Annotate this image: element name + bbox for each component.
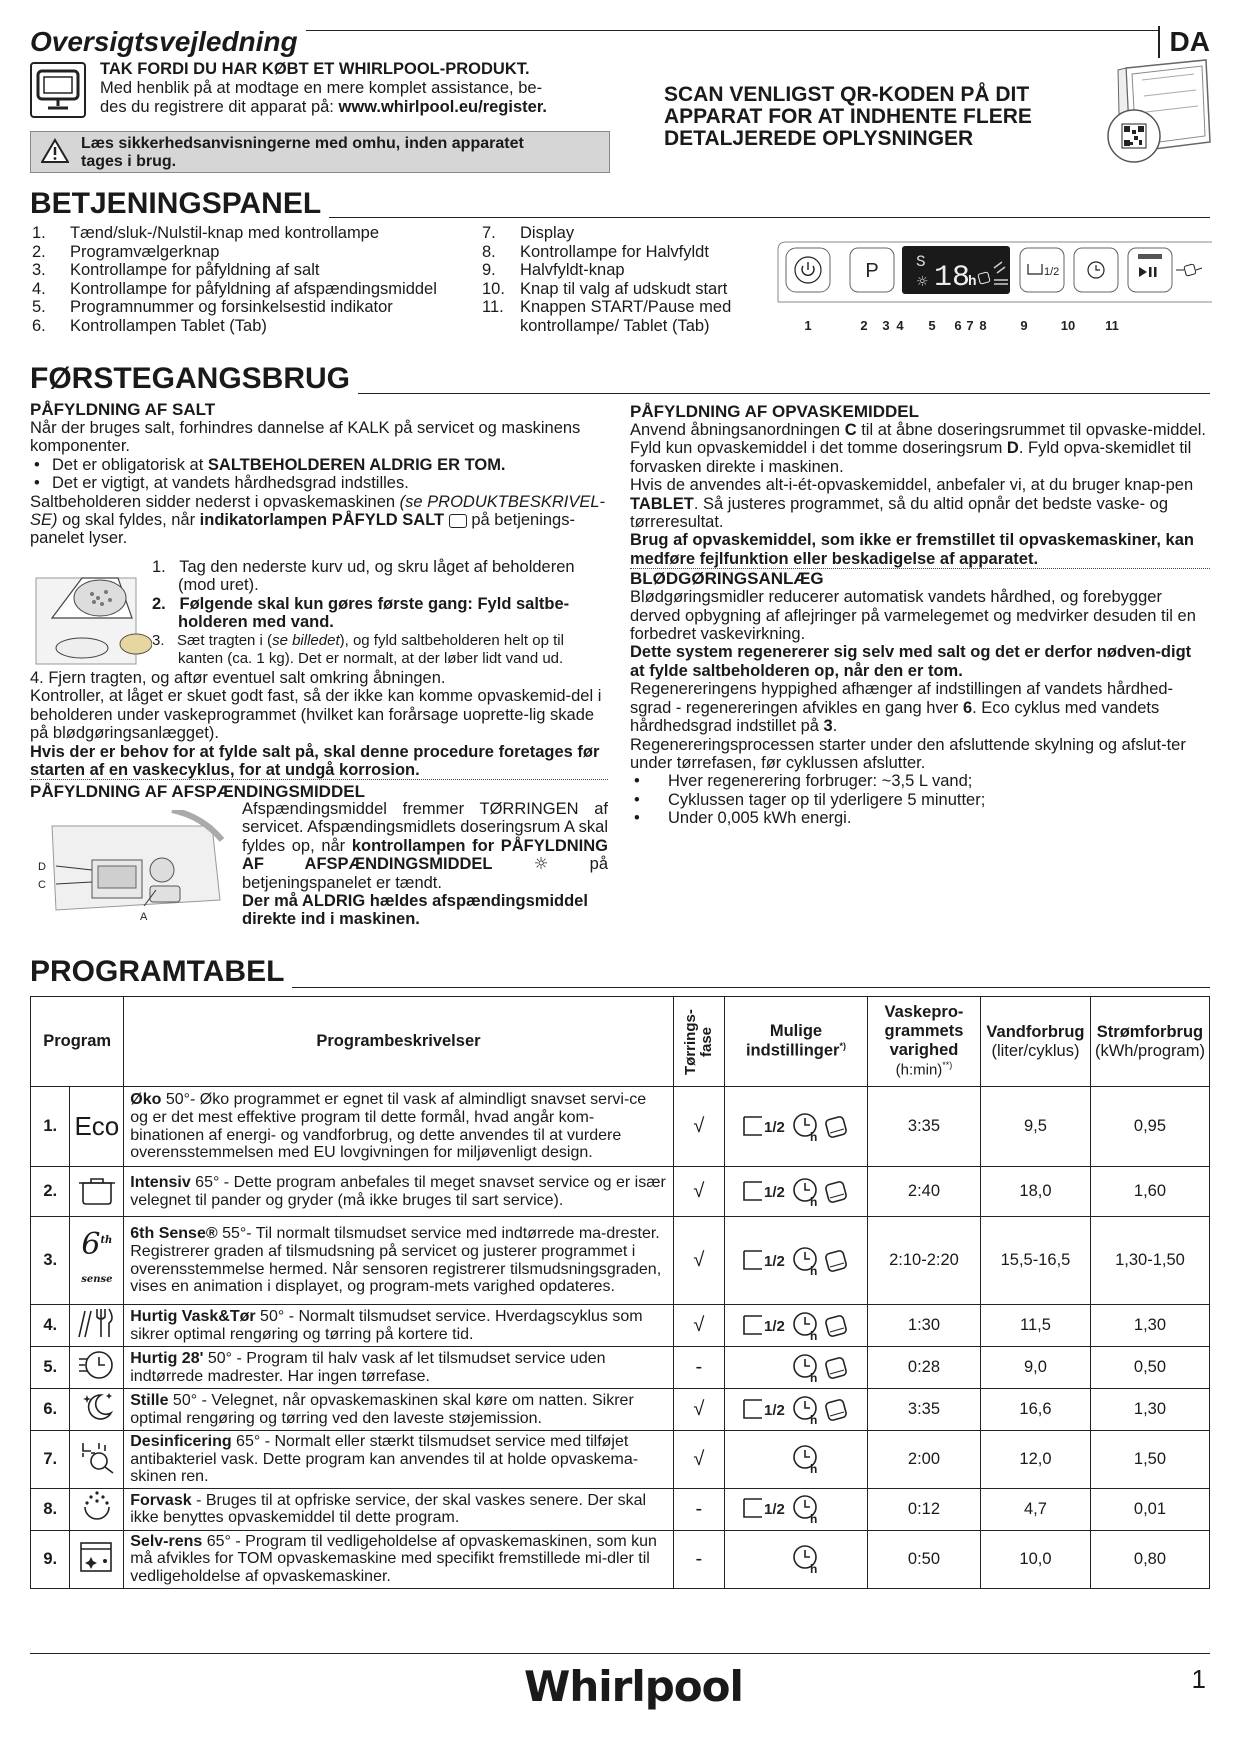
softener-heading: BLØDGØRINGSANLÆG <box>630 569 824 589</box>
program-description: Intensiv 65° - Dette program anbefales til meget snavset service og er især velegnet til pander og gryder (må ikke bruges til sart service). <box>124 1167 673 1217</box>
list-item: 5. Programnummer og forsinkelsestid indikator <box>32 298 393 316</box>
rinse-aid-illustration <box>32 810 232 930</box>
program-options <box>725 1431 868 1489</box>
diagram-number: 6 <box>954 318 962 333</box>
control-panel-title: BETJENINGSPANEL <box>30 187 329 221</box>
diagram-number: 2 <box>860 318 868 333</box>
salt-step-4: 4. Fjern tragten, og aftør eventuel salt omkring åbningen. <box>30 669 446 687</box>
svg-text:1/2: 1/2 <box>763 1401 785 1419</box>
svg-text:h: h <box>809 1263 818 1277</box>
program-options <box>725 1087 868 1167</box>
salt-indicator: S <box>916 253 926 271</box>
svg-text:h: h <box>809 1462 818 1476</box>
salt-bullet-2: • Det er vigtigt, at vandets hårdhedsgrad indstilles. <box>30 474 608 492</box>
svg-text:h: h <box>809 1562 818 1576</box>
detergent-warning: Brug af opvaskemiddel, som ikke er fremstillet til opvaskemaskiner, kan medføre fejlfunktion eller beskadigelse af apparatet. <box>630 531 1210 569</box>
program-duration: 3:35 <box>867 1087 980 1167</box>
register-link[interactable]: www.whirlpool.eu/register. <box>338 98 547 116</box>
water-consumption: 10,0 <box>981 1530 1091 1588</box>
tablet-icon <box>822 1247 850 1275</box>
prewash-icon <box>77 1489 117 1525</box>
display-digits: 18 <box>934 261 971 295</box>
col-power: Strømforbrug (kWh/program) <box>1090 997 1209 1087</box>
tablet-lamp-icon <box>1176 264 1202 276</box>
table-row <box>31 1217 1210 1305</box>
svg-text:h: h <box>809 1512 818 1526</box>
program-number: 5. <box>31 1347 70 1389</box>
program-duration: 2:10-2:20 <box>867 1217 980 1305</box>
program-description: Øko 50°- Øko programmet er egnet til vask af almindligt snavset servi-ce og er det mest effektive program til dette formål, hvad angår kom-binationen af energi- og vandforbrug, og dette anvendes til at vurdere overensstemmelsen med EU lovgivningen for miljøvenligt design. <box>124 1087 673 1167</box>
half-load-button[interactable] <box>1020 248 1064 292</box>
half-load-icon <box>742 1396 792 1424</box>
program-duration: 2:40 <box>867 1167 980 1217</box>
tablet-icon <box>822 1312 850 1340</box>
tablet-icon <box>822 1113 850 1141</box>
rinse-aid-text <box>242 800 608 929</box>
delay-start-button[interactable] <box>1074 248 1118 292</box>
program-number: 3. <box>31 1217 70 1305</box>
water-consumption: 11,5 <box>981 1305 1091 1347</box>
power-consumption: 1,60 <box>1090 1167 1209 1217</box>
eco-icon: Eco <box>74 1111 120 1141</box>
program-table <box>30 996 1210 1589</box>
table-row <box>31 1389 1210 1431</box>
dry-phase: √ <box>673 1431 724 1489</box>
svg-text:1/2: 1/2 <box>763 1118 785 1136</box>
program-number: 9. <box>31 1530 70 1588</box>
program-options <box>725 1530 868 1588</box>
col-water: Vandforbrug (liter/cyklus) <box>981 997 1091 1087</box>
sixth-sense-icon: 6th sense <box>81 1227 113 1285</box>
program-options <box>725 1347 868 1389</box>
program-description: Selv-rens 65° - Program til vedligeholdelse af opvaskemaskinen, som kun må afvikles for TOM opvaskemaskine med specifikt fremstillede mi-dler til vedligeholdelse af opvaskemaskiner. <box>124 1530 673 1588</box>
svg-text:h: h <box>809 1370 818 1384</box>
label-a: A <box>140 911 148 923</box>
softener-bullet-3: • Under 0,005 kWh energi. <box>630 809 1210 827</box>
program-number: 7. <box>31 1431 70 1489</box>
salt-intro: Når der bruges salt, forhindres dannelse af KALK på servicet og maskinens komponenter. <box>30 419 581 456</box>
diagram-number: 10 <box>1060 318 1076 333</box>
diagram-number: 11 <box>1105 318 1119 333</box>
qr-line-3: DETALJEREDE OPLYSNINGER <box>664 127 974 150</box>
salt-bullet-1: • Det er obligatorisk at SALTBEHOLDEREN ALDRIG ER TOM. <box>30 456 608 474</box>
program-duration: 0:50 <box>867 1530 980 1588</box>
water-consumption: 9,5 <box>981 1087 1091 1167</box>
program-duration: 3:35 <box>867 1389 980 1431</box>
thanks-text <box>100 60 610 117</box>
dry-phase: √ <box>673 1167 724 1217</box>
water-consumption: 18,0 <box>981 1167 1091 1217</box>
table-row <box>31 1488 1210 1530</box>
program-number: 6. <box>31 1389 70 1431</box>
delay-start-icon <box>792 1352 822 1384</box>
list-item: 1. Tænd/sluk-/Nulstil-knap med kontrollampe <box>32 224 380 242</box>
dry-phase: - <box>673 1347 724 1389</box>
dry-phase: √ <box>673 1087 724 1167</box>
program-description: Hurtig 28' 50° - Program til halv vask af let tilsmudset service uden indtørrede madrester. Har ingen tørrefase. <box>124 1347 673 1389</box>
program-number: 2. <box>31 1167 70 1217</box>
diagram-number: 3 <box>882 318 890 333</box>
power-consumption: 1,50 <box>1090 1431 1209 1489</box>
list-item: 7. Display <box>482 224 575 242</box>
svg-text:h: h <box>809 1194 818 1208</box>
water-consumption: 15,5-16,5 <box>981 1217 1091 1305</box>
softener-p3: Regenereringens hyppighed afhænger af indstillingen af vandets hårdhed-sgrad - regenereringen afvikles en gang hver 6. Eco cyklus med vandets hårdhedsgrad indstillet på 3. <box>630 680 1174 736</box>
salt-funnel-illustration <box>32 558 152 668</box>
delay-start-icon <box>792 1443 822 1475</box>
col-options: Mulige indstillinger*) <box>725 997 868 1087</box>
water-consumption: 9,0 <box>981 1347 1091 1389</box>
program-options <box>725 1389 868 1431</box>
softener-p2: Dette system regenererer sig selv med salt og det er derfor nødven-digt at fylde saltbeholderen op, når den er tom. <box>630 643 1192 680</box>
svg-text:h: h <box>809 1129 818 1143</box>
half-load-icon <box>742 1113 792 1141</box>
program-number: 8. <box>31 1488 70 1530</box>
program-description: Forvask - Bruges til at opfriske service, der skal vaskes senere. Der skal ikke benyttes opvaskemiddel til dette program. <box>124 1488 673 1530</box>
rinse-aid-indicator-icon: ☼ <box>916 274 929 290</box>
power-consumption: 0,95 <box>1090 1087 1209 1167</box>
list-item: 11. Knappen START/Pause med <box>482 298 732 316</box>
dry-phase: √ <box>673 1389 724 1431</box>
program-options <box>725 1305 868 1347</box>
page-title: Oversigtsvejledning <box>30 26 306 58</box>
fast-wash-dry-icon <box>75 1305 119 1341</box>
softener-bullet-2: • Cyklussen tager op til yderligere 5 minutter; <box>630 791 1210 809</box>
qr-instruction <box>664 84 1074 150</box>
footer-rule <box>30 1653 1210 1654</box>
col-duration: Vaskepro-grammets varighed (h:min)**) <box>867 997 980 1087</box>
program-description: Stille 50° - Velegnet, når opvaskemaskinen skal køre om natten. Sikrer optimal rengøring og tørring ved den laveste støjemission. <box>124 1389 673 1431</box>
softener-p1: Blødgøringsmidler reducerer automatisk vandets hårdhed, og forebygger derved opbygning af aflejringer på varmelegemet og medvirker desuden til en forbedret vaskevirkning. <box>630 588 1196 644</box>
delay-start-icon <box>792 1176 822 1208</box>
water-consumption: 12,0 <box>981 1431 1091 1489</box>
salt-location: Saltbeholderen sidder nederst i opvaskemaskinen (se PRODUKTBESKRIVEL-SE) og skal fyldes, når indikatorlampen PÅFYLD SALT på betjenings-panelet lyser. <box>30 492 606 548</box>
delay-start-icon <box>792 1493 822 1525</box>
diagram-number: 9 <box>1020 318 1028 333</box>
warning-icon <box>41 138 69 164</box>
diagram-number: 7 <box>966 318 974 333</box>
dishwasher-qr-illustration <box>1106 56 1216 176</box>
program-number: 4. <box>31 1305 70 1347</box>
delay-start-icon <box>792 1111 822 1143</box>
program-icon-cell <box>70 1431 124 1489</box>
whirlpool-logo: Whirlpool <box>524 1662 743 1711</box>
rinse-aid-heading: PÅFYLDNING AF AFSPÆNDINGSMIDDEL <box>30 782 365 802</box>
softener-p4: Regenereringsprocessen starter under den afsluttende skylning og afslut-ter under tørrefasen, før cyklussen afslutter. <box>630 735 1186 772</box>
svg-text:h: h <box>809 1328 818 1342</box>
program-description: Hurtig Vask&Tør 50° - Normalt tilsmudset service. Hverdagscyklus som sikrer optimal rengøring og tørring på kortere tid. <box>124 1305 673 1347</box>
quick-28-icon <box>77 1347 117 1383</box>
first-use-title: FØRSTEGANGSBRUG <box>30 362 358 396</box>
table-header-row <box>31 997 1210 1087</box>
tablet-icon <box>822 1354 850 1382</box>
col-dry: Tørrings-fase <box>673 997 724 1087</box>
col-desc: Programbeskrivelser <box>124 997 673 1087</box>
display-h: h <box>968 272 977 288</box>
salt-check: Kontroller, at låget er skuet godt fast, så der ikke kan komme opvaskemid-del i beholderen under vaskeprogrammet (hvilket kan forårsage uoprette-lig skade på blødgøringsanlægget). <box>30 687 602 743</box>
program-options <box>725 1167 868 1217</box>
dry-phase: - <box>673 1530 724 1588</box>
tablet-icon <box>822 1178 850 1206</box>
salt-corrosion-note: Hvis der er behov for at fylde salt på, skal denne procedure foretages før starten af en vaskecyklus, for at undgå korrosion. <box>30 743 608 781</box>
warning-line-1: Læs sikkerhedsanvisningerne med omhu, inden apparatet <box>81 135 524 152</box>
safety-warning-box <box>30 131 610 173</box>
delay-start-icon <box>792 1310 822 1342</box>
program-description: Desinficering 65° - Normalt eller stærkt tilsmudset service med tilføjet antibakteriel vask. Dette program kan anvendes til at holde opvaskema-skinen ren. <box>124 1431 673 1489</box>
monitor-icon <box>30 62 86 118</box>
diagram-number: 8 <box>979 318 987 333</box>
svg-text:1/2: 1/2 <box>763 1501 785 1519</box>
water-consumption: 4,7 <box>981 1488 1091 1530</box>
salt-step-3: 3. Sæt tragten i (se billedet), og fyld saltbeholderen helt op til kanten (ca. 1 kg). Det er normalt, at der løber lidt vand ud. <box>152 631 564 668</box>
program-table-title: PROGRAMTABEL <box>30 955 292 989</box>
power-button-icon[interactable] <box>786 248 830 292</box>
diagram-number: 5 <box>928 318 936 333</box>
power-consumption: 1,30-1,50 <box>1090 1217 1209 1305</box>
table-row <box>31 1431 1210 1489</box>
program-duration: 0:28 <box>867 1347 980 1389</box>
half-load-icon <box>742 1312 792 1340</box>
table-row <box>31 1530 1210 1588</box>
power-consumption: 0,01 <box>1090 1488 1209 1530</box>
list-item: 6. Kontrollampen Tablet (Tab) <box>32 316 267 335</box>
thanks-line-2: des du registrere dit apparat på: www.whirlpool.eu/register. <box>100 98 547 116</box>
display-panel <box>902 246 1010 295</box>
control-panel-diagram <box>776 240 1216 350</box>
program-icon-cell <box>70 1087 124 1167</box>
salt-step-2: 2. Følgende skal kun gøres første gang: Fyld saltbe-holderen med vand. <box>152 594 570 632</box>
program-options <box>725 1488 868 1530</box>
program-icon-cell <box>70 1217 124 1305</box>
list-item: 8. Kontrollampe for Halvfyldt <box>482 242 709 261</box>
half-load-icon <box>742 1247 792 1275</box>
rinse-aid-icon: ☼ <box>533 854 549 874</box>
panel-list-left <box>32 224 492 335</box>
detergent-section <box>630 402 1210 828</box>
list-item: 3. Kontrollampe for påfyldning af salt <box>32 261 320 279</box>
list-item: 4. Kontrollampe for påfyldning af afspændingsmiddel <box>32 279 437 298</box>
program-icon-cell <box>70 1389 124 1431</box>
rinse-aid-p1: Afspændingsmiddel fremmer TØRRINGEN af servicet. Afspændingsmidlets doseringsrum A skal fyldes op, når kontrollampen for PÅFYLDNING AF AFSPÆNDINGSMIDDEL ☼ på betjeningspanelet er tændt. <box>242 800 609 892</box>
salt-step-1: 1. Tag den nederste kurv ud, og skru låget af beholderen (mod uret). <box>152 558 575 595</box>
program-duration: 2:00 <box>867 1431 980 1489</box>
panel-list-right <box>482 224 782 335</box>
detergent-p2: Hvis de anvendes alt-i-ét-opvaskemiddel, anbefaler vi, at du bruger knap-pen TABLET. Så justeres programmet, så du altid opnår det bedste vaske- og tørreresultat. <box>630 476 1194 532</box>
softener-bullet-1: • Hver regenerering forbruger: ~3,5 L vand; <box>630 772 1210 790</box>
pot-icon <box>77 1171 117 1207</box>
tablet-icon <box>822 1396 850 1424</box>
diagram-numbers <box>804 318 1118 333</box>
qr-line-1: SCAN VENLIGST QR-KODEN PÅ DIT <box>664 83 1030 106</box>
delay-start-icon <box>792 1394 822 1426</box>
program-number: 1. <box>31 1087 70 1167</box>
page-number: 1 <box>1191 1664 1206 1694</box>
detergent-p1: Anvend åbningsanordningen C til at åbne doseringsrummet til opvaske-middel. Fyld kun opvaskemiddel i det tomme doseringsrum D. Fyld opva-skemidlet til forvasken direkte i maskinen. <box>630 421 1207 476</box>
dry-phase: - <box>673 1488 724 1530</box>
power-consumption: 1,30 <box>1090 1389 1209 1431</box>
program-options <box>725 1217 868 1305</box>
label-c: C <box>38 879 46 891</box>
col-program: Program <box>31 997 124 1087</box>
warning-line-2: tages i brug. <box>81 153 177 170</box>
program-icon-cell <box>70 1347 124 1389</box>
table-row <box>31 1087 1210 1167</box>
dry-phase: √ <box>673 1217 724 1305</box>
half-load-icon <box>742 1495 792 1523</box>
salt-section <box>30 400 608 548</box>
detergent-heading: PÅFYLDNING AF OPVASKEMIDDEL <box>630 402 920 421</box>
svg-text:1/2: 1/2 <box>763 1252 785 1270</box>
rinse-aid-warning: Der må ALDRIG hældes afspændingsmiddel direkte ind i maskinen. <box>242 892 588 929</box>
delay-start-icon <box>792 1245 822 1277</box>
svg-text:1/2: 1/2 <box>763 1317 785 1335</box>
program-icon-cell <box>70 1530 124 1588</box>
list-item: 2. Programvælgerknap <box>32 242 220 261</box>
thanks-heading: TAK FORDI DU HAR KØBT ET WHIRLPOOL-PRODUKT. <box>100 60 530 78</box>
program-button[interactable] <box>850 248 894 292</box>
salt-after <box>30 669 608 801</box>
self-clean-icon <box>77 1539 117 1575</box>
list-item: kontrollampe/ Tablet (Tab) <box>520 316 710 335</box>
program-duration: 0:12 <box>867 1488 980 1530</box>
sanitize-icon <box>77 1439 117 1475</box>
svg-text:h: h <box>809 1412 818 1426</box>
thanks-line-1: Med henblik på at modtage en mere komplet assistance, be- <box>100 79 543 97</box>
list-item: 9. Halvfyldt-knap <box>482 261 625 279</box>
qr-line-2: APPARAT FOR AT INDHENTE FLERE <box>664 105 1032 128</box>
power-consumption: 0,80 <box>1090 1530 1209 1588</box>
program-duration: 1:30 <box>867 1305 980 1347</box>
silent-moon-icon <box>77 1389 117 1425</box>
program-description: 6th Sense® 55°- Til normalt tilsmudset service med indtørrede ma-drester. Registrerer graden af tilsmudsning på servicet og justerer programmet i overensstemmelse hermed. Når sensoren registrerer tilsmudsningsgraden, vises en animation i displayet, og program-mets varighed opdateres. <box>124 1217 673 1305</box>
program-icon-cell <box>70 1167 124 1217</box>
start-pause-button[interactable] <box>1128 248 1172 292</box>
power-consumption: 0,50 <box>1090 1347 1209 1389</box>
diagram-number: 1 <box>804 318 812 333</box>
program-button-label: P <box>865 260 879 282</box>
power-consumption: 1,30 <box>1090 1305 1209 1347</box>
table-row <box>31 1305 1210 1347</box>
delay-start-icon <box>792 1543 822 1575</box>
half-load-label: 1/2 <box>1044 266 1060 278</box>
program-icon-cell <box>70 1488 124 1530</box>
table-row <box>31 1347 1210 1389</box>
program-icon-cell <box>70 1305 124 1347</box>
table-row <box>31 1167 1210 1217</box>
half-load-icon <box>742 1178 792 1206</box>
svg-text:1/2: 1/2 <box>763 1183 785 1201</box>
list-item: 10. Knap til valg af udskudt start <box>482 279 728 298</box>
water-consumption: 16,6 <box>981 1389 1091 1431</box>
salt-steps <box>152 558 608 668</box>
label-d: D <box>38 861 46 873</box>
salt-heading: PÅFYLDNING AF SALT <box>30 400 216 419</box>
language-code: DA <box>1158 26 1210 58</box>
diagram-number: 4 <box>896 318 904 333</box>
dry-phase: √ <box>673 1305 724 1347</box>
salt-indicator-icon <box>449 514 467 528</box>
